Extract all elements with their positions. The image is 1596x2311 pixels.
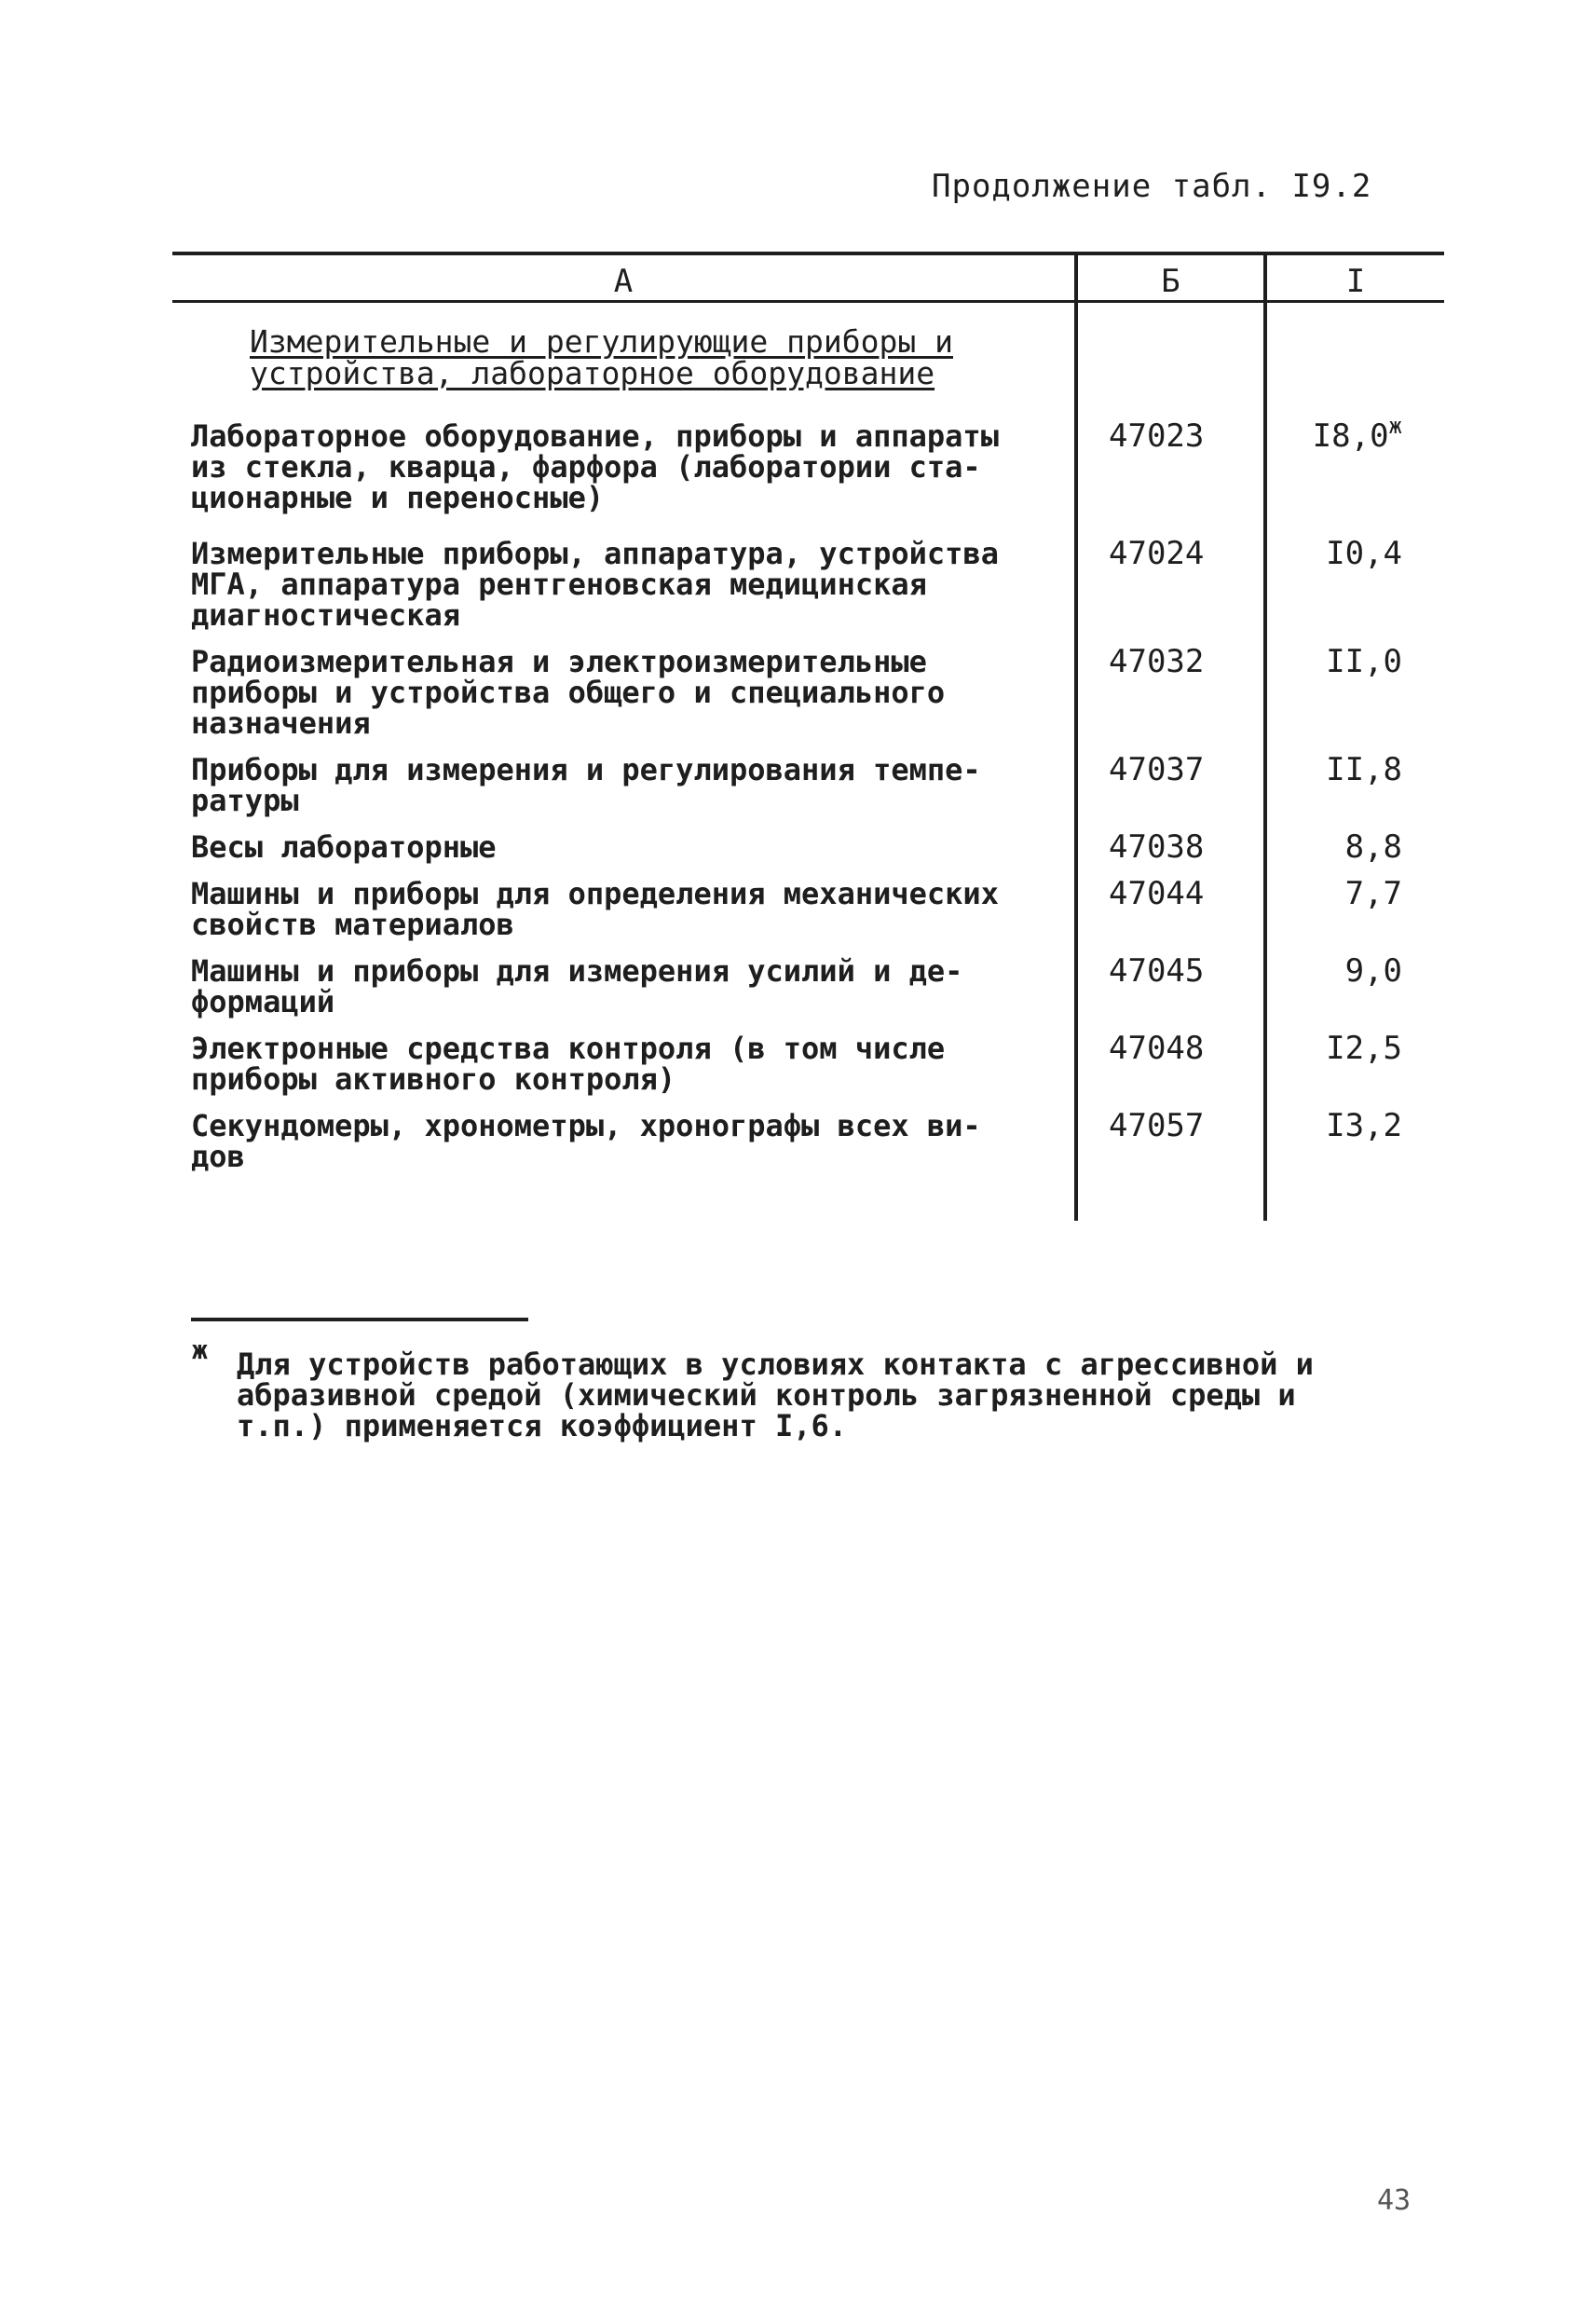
- section-title: Измерительные и регулирующие приборы и устройства, лабораторное оборудование: [250, 323, 953, 391]
- row-value: I3,2: [1326, 1107, 1402, 1144]
- table-header-rule: [172, 300, 1444, 303]
- row-name: Электронные средства контроля (в том числе приборы активного контроля): [191, 1031, 946, 1097]
- footnote-text: Для устройств работающих в условиях контакта с агрессивной и абразивной средой (химический контроль загрязненной среды и т.п.) применяется коэффициент I,6.: [237, 1347, 1314, 1443]
- row-code: 47024: [1109, 535, 1205, 572]
- row-value-text: I8,0: [1312, 417, 1389, 455]
- row-code: 47045: [1109, 952, 1205, 990]
- row-name: Секундомеры, хронометры, хронографы всех ви- дов: [191, 1108, 981, 1174]
- row-code: 47048: [1109, 1030, 1205, 1067]
- row-value: 8,8: [1344, 828, 1402, 866]
- row-name: Весы лабораторные: [191, 829, 497, 865]
- row-code: 47044: [1109, 875, 1205, 912]
- row-name: Машины и приборы для измерения усилий и де- формаций: [191, 953, 963, 1019]
- row-value: II,0: [1326, 643, 1402, 680]
- row-name: Измерительные приборы, аппаратура, устройства МГА, аппаратура рентгеновская медицинская диагностическая: [191, 536, 999, 633]
- row-value: 7,7: [1344, 875, 1402, 912]
- column-divider-2: [1263, 252, 1267, 1221]
- column-divider-1: [1074, 252, 1078, 1221]
- row-name: Приборы для измерения и регулирования темпе- ратуры: [191, 752, 981, 818]
- row-code: 47057: [1109, 1107, 1205, 1144]
- column-header-a: А: [613, 263, 634, 300]
- footnote-reference: ж: [1388, 413, 1402, 439]
- row-name: Лабораторное оборудование, приборы и аппараты из стекла, кварца, фарфора (лаборатории ста- ционарные и переносные): [191, 418, 999, 515]
- row-code: 47032: [1109, 643, 1205, 680]
- footnote-mark: ж: [192, 1334, 208, 1365]
- column-header-b: Б: [1161, 263, 1180, 300]
- row-value: I2,5: [1326, 1030, 1402, 1067]
- column-header-i: I: [1345, 263, 1366, 300]
- row-value: [1267, 413, 1402, 455]
- row-value: I0,4: [1326, 535, 1402, 572]
- row-name: Машины и приборы для определения механических свойств материалов: [191, 876, 999, 942]
- row-code: 47037: [1109, 751, 1205, 788]
- table-top-rule: [172, 252, 1444, 255]
- row-value: II,8: [1326, 751, 1402, 788]
- row-code: 47023: [1109, 417, 1205, 455]
- footnote-rule: [191, 1318, 528, 1321]
- row-code: 47038: [1109, 828, 1205, 866]
- row-value: 9,0: [1344, 952, 1402, 990]
- row-name: Радиоизмерительная и электроизмерительные приборы и устройства общего и специального назначения: [191, 644, 946, 741]
- page-number: 43: [1377, 2184, 1412, 2217]
- table-caption: Продолжение табл. I9.2: [932, 168, 1372, 205]
